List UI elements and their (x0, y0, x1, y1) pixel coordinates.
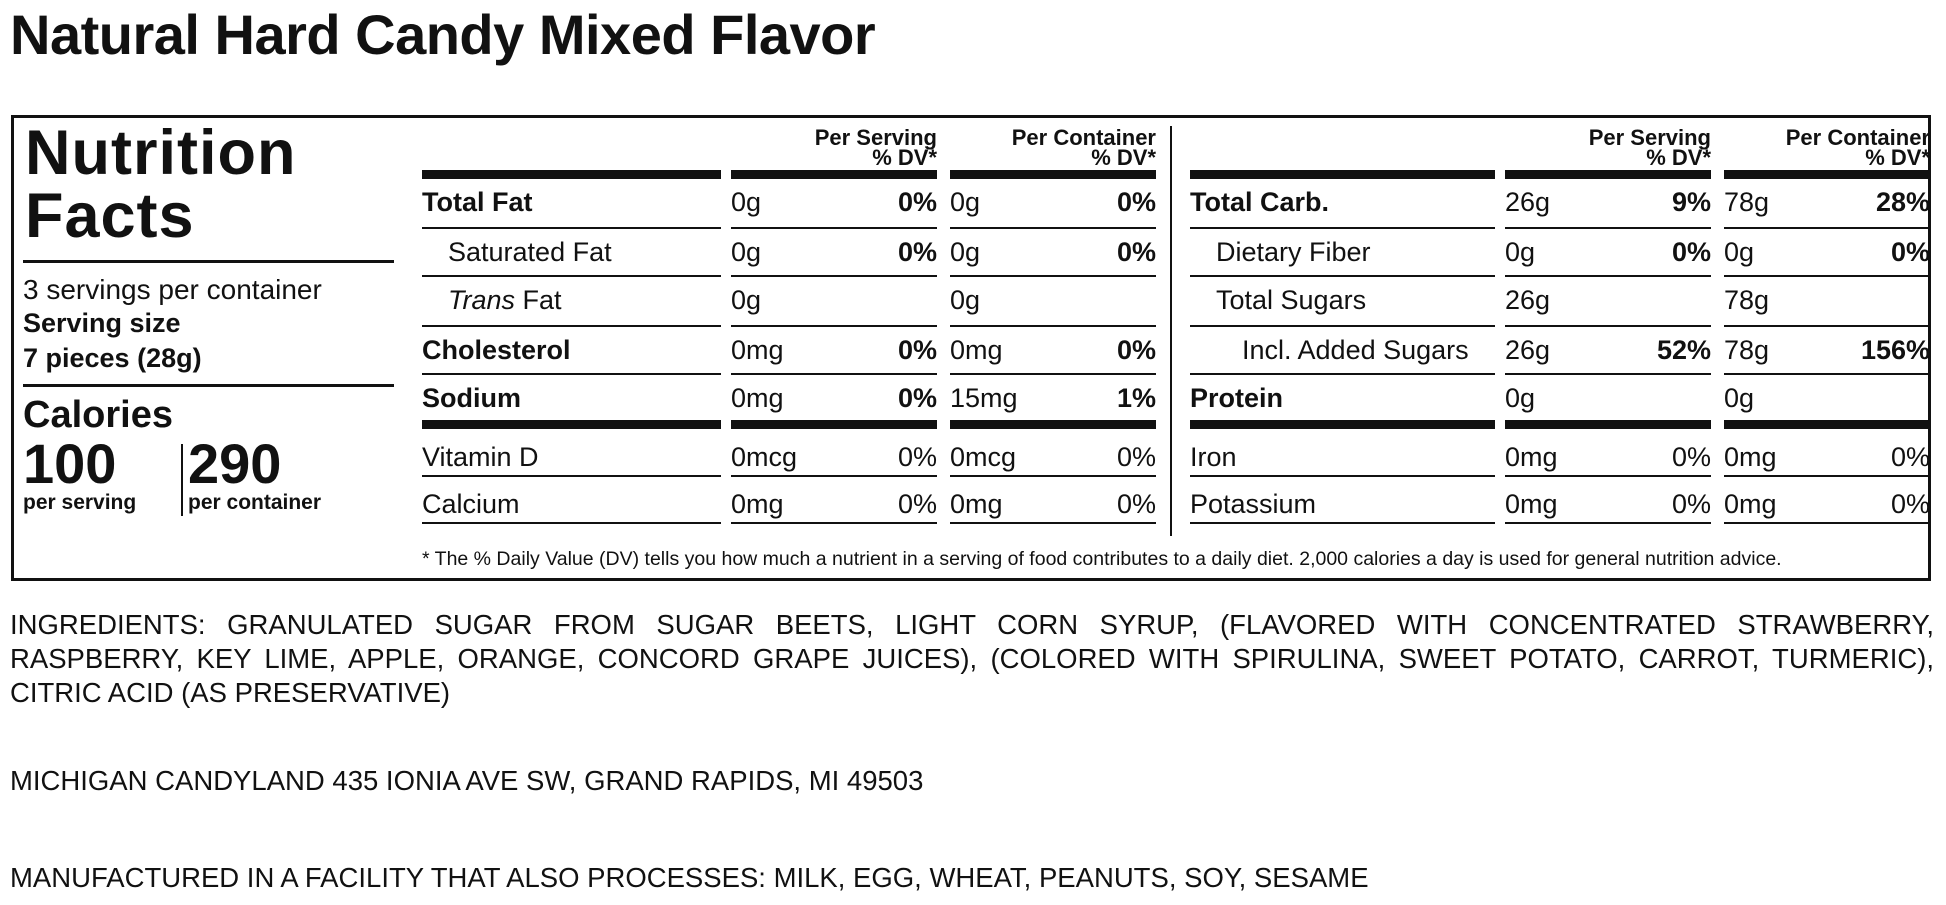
nutrient-name-right: Total Sugars (1216, 285, 1367, 315)
serving-amount: 0mg (1505, 489, 1558, 519)
micronutrient-name-right: Potassium (1190, 489, 1317, 519)
row-rule (731, 373, 937, 375)
micro-rule (950, 475, 1156, 477)
container-amount: 0g (950, 237, 981, 267)
serving-amount: 26g (1505, 187, 1551, 217)
header-dv-label: % DV* (1091, 145, 1156, 170)
row-rule (1190, 227, 1495, 229)
container-amount: 0mg (950, 489, 1003, 519)
micronutrient-name-left: Calcium (422, 489, 520, 519)
header-per-container-left (950, 125, 1156, 170)
ingredients-statement: INGREDIENTS: GRANULATED SUGAR FROM SUGAR BEETS, LIGHT CORN SYRUP, (FLAVORED WITH CONCENTRATED STRAWBERRY, RASPBERRY, KEY LIME, APPLE, ORANGE, CONCORD GRAPE JUICES), (COLORED WITH SPIRULINA, SWEET POTATO, CARROT, TURMERIC), CITRIC ACID (AS PRESERVATIVE) (10, 609, 1934, 708)
nutrition-facts-panel (11, 115, 1931, 581)
row-rule (950, 275, 1156, 277)
daily-value-footnote: * The % Daily Value (DV) tells you how much a nutrient in a serving of food contributes to a daily diet. 2,000 calories a day is used for general nutrition advice. (422, 548, 1782, 570)
row-rule (1190, 275, 1495, 277)
calories-per-serving: 100 (23, 432, 117, 495)
header-per-container-right (1724, 125, 1930, 170)
serving-dv: 9% (1671, 187, 1711, 217)
nutrient-name-right: Protein (1190, 383, 1284, 413)
serving-dv: 0% (897, 383, 937, 413)
heading-line-1: Nutrition (25, 118, 297, 188)
nutrient-name-left: Total Fat (422, 187, 533, 217)
serving-size-value: 7 pieces (28g) (23, 343, 202, 373)
row-rule (950, 325, 1156, 327)
serving-dv: 0% (897, 187, 937, 217)
nutrient-name-left (448, 285, 562, 315)
row-rule (1190, 373, 1495, 375)
header-rule-serving-left (731, 170, 937, 179)
container-dv: 0% (1890, 489, 1930, 519)
serving-size-label: Serving size (23, 308, 181, 338)
allergen-statement: MANUFACTURED IN A FACILITY THAT ALSO PROCESSES: MILK, EGG, WHEAT, PEANUTS, SOY, SESAME (10, 862, 1369, 893)
row-rule (1505, 275, 1711, 277)
container-dv: 0% (1116, 187, 1156, 217)
serving-amount: 0mcg (731, 442, 798, 472)
micro-thick-rule (1505, 420, 1711, 429)
row-rule (1724, 227, 1930, 229)
micro-thick-rule (950, 420, 1156, 429)
micro-rule (731, 475, 937, 477)
heading-rule (23, 260, 394, 263)
serving-amount: 0mg (731, 489, 784, 519)
micro-thick-rule (422, 420, 721, 429)
header-dv-label: % DV* (1646, 145, 1711, 170)
serving-dv: 0% (1671, 442, 1711, 472)
nutrient-name-right: Dietary Fiber (1216, 237, 1371, 267)
nutrient-name-left: Cholesterol (422, 335, 571, 365)
header-per-serving-right (1505, 125, 1711, 170)
trans-rest: Fat (515, 285, 562, 315)
row-rule (950, 227, 1156, 229)
row-rule (1724, 373, 1930, 375)
micro-thick-rule (731, 420, 937, 429)
center-divider (1170, 126, 1172, 536)
container-amount: 15mg (950, 383, 1018, 413)
serving-rule (23, 384, 394, 387)
nutrient-name-right: Incl. Added Sugars (1242, 335, 1469, 365)
serving-dv: 0% (897, 335, 937, 365)
header-per-container-label: Per Container (1011, 125, 1156, 150)
row-rule (731, 275, 937, 277)
serving-amount: 0g (731, 237, 762, 267)
serving-dv: 52% (1656, 335, 1711, 365)
calories-label: Calories (23, 394, 173, 436)
micro-rule (1724, 522, 1930, 524)
row-rule (422, 373, 721, 375)
container-dv: 0% (1116, 489, 1156, 519)
header-dv-label: % DV* (1865, 145, 1930, 170)
calories-per-serving-label: per serving (23, 491, 137, 514)
nutrient-name-right: Total Carb. (1190, 187, 1330, 217)
micro-rule (422, 475, 721, 477)
container-amount: 78g (1724, 335, 1770, 365)
row-rule (950, 373, 1156, 375)
micro-rule (422, 522, 721, 524)
header-per-container-label: Per Container (1785, 125, 1930, 150)
heading-line-2: Facts (25, 181, 195, 251)
serving-dv: 0% (897, 489, 937, 519)
header-rule-name-right (1190, 170, 1495, 179)
header-rule-name-left (422, 170, 721, 179)
micro-thick-rule (1724, 420, 1930, 429)
micro-thick-rule (1190, 420, 1495, 429)
header-per-serving-label: Per Serving (814, 125, 937, 150)
micro-rule (1190, 475, 1495, 477)
trans-italic: Trans (448, 285, 516, 315)
serving-amount: 26g (1505, 335, 1551, 365)
container-dv: 1% (1116, 383, 1156, 413)
nutrition-facts-heading (25, 118, 297, 251)
micro-rule (731, 522, 937, 524)
container-dv: 0% (1890, 237, 1930, 267)
micro-rule (1505, 522, 1711, 524)
nutrient-name-left: Sodium (422, 383, 521, 413)
header-rule-container-right (1724, 170, 1930, 179)
serving-amount: 0g (1505, 383, 1536, 413)
serving-amount: 26g (1505, 285, 1551, 315)
row-rule (1724, 325, 1930, 327)
header-per-serving-label: Per Serving (1588, 125, 1711, 150)
header-rule-serving-right (1505, 170, 1711, 179)
row-rule (422, 275, 721, 277)
container-amount: 0g (1724, 383, 1755, 413)
container-dv: 156% (1860, 335, 1930, 365)
calories-per-container: 290 (188, 432, 282, 495)
container-amount: 78g (1724, 285, 1770, 315)
micro-rule (1190, 522, 1495, 524)
header-rule-container-left (950, 170, 1156, 179)
serving-amount: 0mg (731, 383, 784, 413)
micronutrient-name-left: Vitamin D (422, 442, 539, 472)
row-rule (1505, 227, 1711, 229)
container-amount: 0mg (950, 335, 1003, 365)
serving-dv: 0% (897, 442, 937, 472)
serving-amount: 0g (1505, 237, 1536, 267)
calories-divider (181, 444, 183, 516)
row-rule (1505, 325, 1711, 327)
header-per-serving-left (731, 125, 937, 170)
row-rule (731, 227, 937, 229)
product-title: Natural Hard Candy Mixed Flavor (10, 3, 876, 66)
serving-amount: 0mg (1505, 442, 1558, 472)
container-amount: 0g (950, 187, 981, 217)
container-amount: 0mg (1724, 442, 1777, 472)
serving-dv: 0% (1671, 237, 1711, 267)
serving-amount: 0g (731, 187, 762, 217)
container-dv: 0% (1116, 335, 1156, 365)
servings-per-container: 3 servings per container (23, 274, 322, 305)
micronutrient-name-right: Iron (1190, 442, 1237, 472)
container-amount: 0mg (1724, 489, 1777, 519)
container-dv: 0% (1116, 442, 1156, 472)
container-dv: 0% (1890, 442, 1930, 472)
row-rule (1190, 325, 1495, 327)
container-amount: 78g (1724, 187, 1770, 217)
row-rule (1505, 373, 1711, 375)
container-dv: 28% (1875, 187, 1930, 217)
row-rule (422, 227, 721, 229)
container-dv: 0% (1116, 237, 1156, 267)
container-amount: 0g (950, 285, 981, 315)
micro-rule (950, 522, 1156, 524)
row-rule (731, 325, 937, 327)
micro-rule (1724, 475, 1930, 477)
serving-amount: 0g (731, 285, 762, 315)
serving-dv: 0% (897, 237, 937, 267)
manufacturer-address: MICHIGAN CANDYLAND 435 IONIA AVE SW, GRAND RAPIDS, MI 49503 (10, 765, 924, 796)
row-rule (1724, 275, 1930, 277)
row-rule (422, 325, 721, 327)
nutrient-name-left: Saturated Fat (448, 237, 612, 267)
calories-per-container-label: per container (188, 491, 322, 514)
header-dv-label: % DV* (872, 145, 937, 170)
micro-rule (1505, 475, 1711, 477)
container-amount: 0g (1724, 237, 1755, 267)
container-amount: 0mcg (950, 442, 1017, 472)
serving-dv: 0% (1671, 489, 1711, 519)
serving-amount: 0mg (731, 335, 784, 365)
